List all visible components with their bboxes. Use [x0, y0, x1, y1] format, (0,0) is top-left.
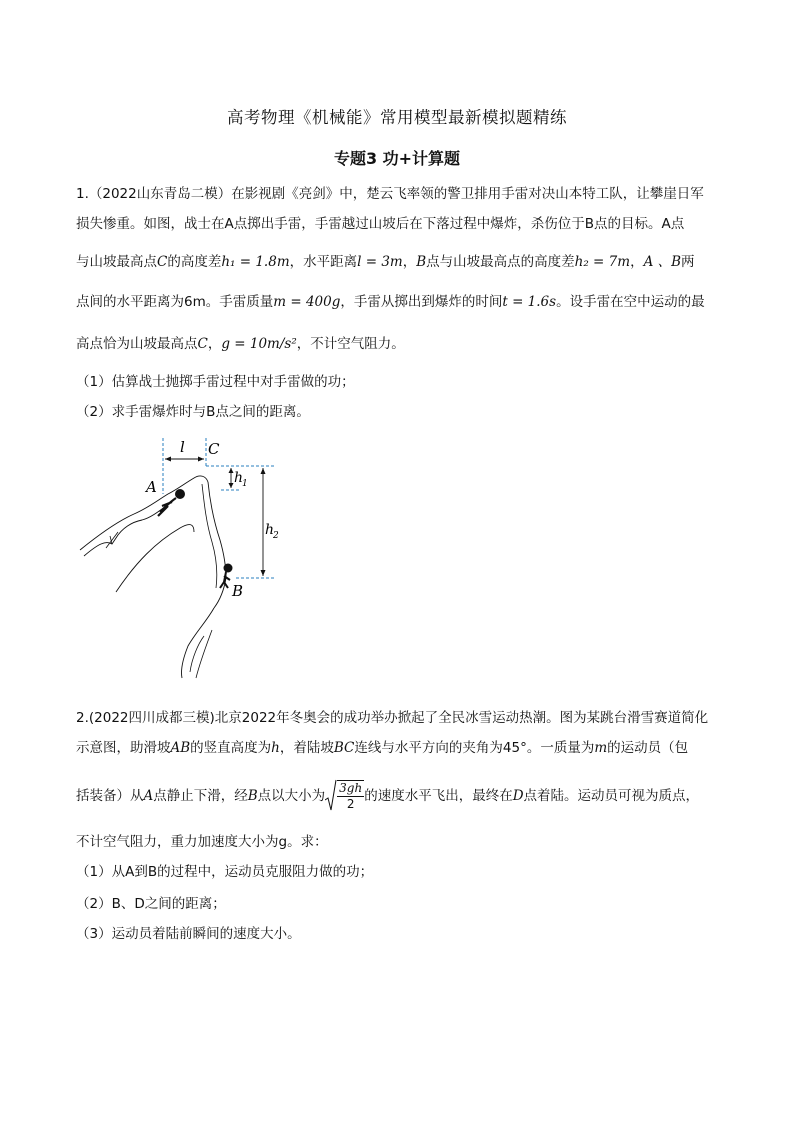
label-l: l [180, 438, 185, 456]
rock-spire [181, 608, 214, 678]
soldier-b-figure [220, 564, 233, 589]
soldier-a-figure [158, 489, 185, 516]
q2-subquestion-3: （3）运动员着陆前瞬间的速度大小。 [76, 926, 301, 942]
label-h1-sub: 1 [242, 479, 248, 489]
label-a: A [146, 478, 157, 496]
mountain-ridge-lower [84, 506, 166, 556]
label-h2-sub: 2 [273, 531, 279, 541]
q1-line-2: 损失惨重。如图，战士在A点掷出手雷，手雷越过山坡后在下落过程中爆炸，杀伤位于B点的目标。A点 [76, 216, 685, 232]
q2-line-2: 示意图，助滑坡AB的竖直高度为h，着陆坡BC连线与水平方向的夹角为45°。一质量为m的运动员（包 [76, 740, 689, 756]
q2-line-3: 括装备）从A点静止下滑，经B点以大小为 $\frac{3gh}{2}$ 的速度水平飞出，最终在D点着陆。运动员可视为质点， [76, 778, 720, 814]
mountain-left-ledge [106, 532, 118, 548]
mountain-ridge [80, 476, 208, 550]
document-subtitle: 专题3 功+计算题 [333, 149, 461, 168]
label-h1: h [234, 470, 244, 486]
q1-subquestion-2: （2）求手雷爆炸时与B点之间的距离。 [76, 404, 310, 420]
label-h2: h [265, 522, 275, 538]
document-title: 高考物理《机械能》常用模型最新模拟题精练 [227, 108, 567, 127]
rock-left-slope [116, 525, 194, 592]
q1-subquestion-1: （1）估算战士抛掷手雷过程中对手雷做的功； [76, 374, 355, 390]
q1-line-4: 点间的水平距离为6m。手雷质量m = 400g，手雷从掷出到爆炸的时间t = 1.6s。设手雷在空中运动的最 [76, 294, 705, 310]
label-c: C [208, 440, 220, 458]
q1-line-1: 1.（2022山东青岛二模）在影视剧《亮剑》中，楚云飞率领的警卫排用手雷对决山本特工队，让攀崖日军 [76, 186, 704, 202]
q2-line-4: 不计空气阻力，重力加速度大小为g。求： [76, 834, 328, 850]
q2-subquestion-1: （1）从A到B的过程中，运动员克服阻力做的功； [76, 864, 374, 880]
cliff-diagram [76, 432, 286, 682]
q2-line-1: 2.(2022四川成都三模)北京2022年冬奥会的成功举办掀起了全民冰雪运动热潮。图为某跳台滑雪赛道简化 [76, 710, 709, 726]
cliff-face [208, 482, 226, 608]
q1-line-5: 高点恰为山坡最高点C，g = 10m/s²，不计空气阻力。 [76, 336, 405, 352]
sqrt-expression: $\frac{3gh}{2}$ [325, 778, 364, 814]
q1-line-3: 与山坡最高点C的高度差h₁ = 1.8m，水平距离l = 3m，B点与山坡最高点的高度差h₂ = 7m，A 、B两 [76, 254, 695, 270]
cliff-inner [202, 484, 217, 588]
q2-subquestion-2: （2）B、D之间的距离； [76, 896, 226, 912]
label-b: B [232, 582, 244, 600]
